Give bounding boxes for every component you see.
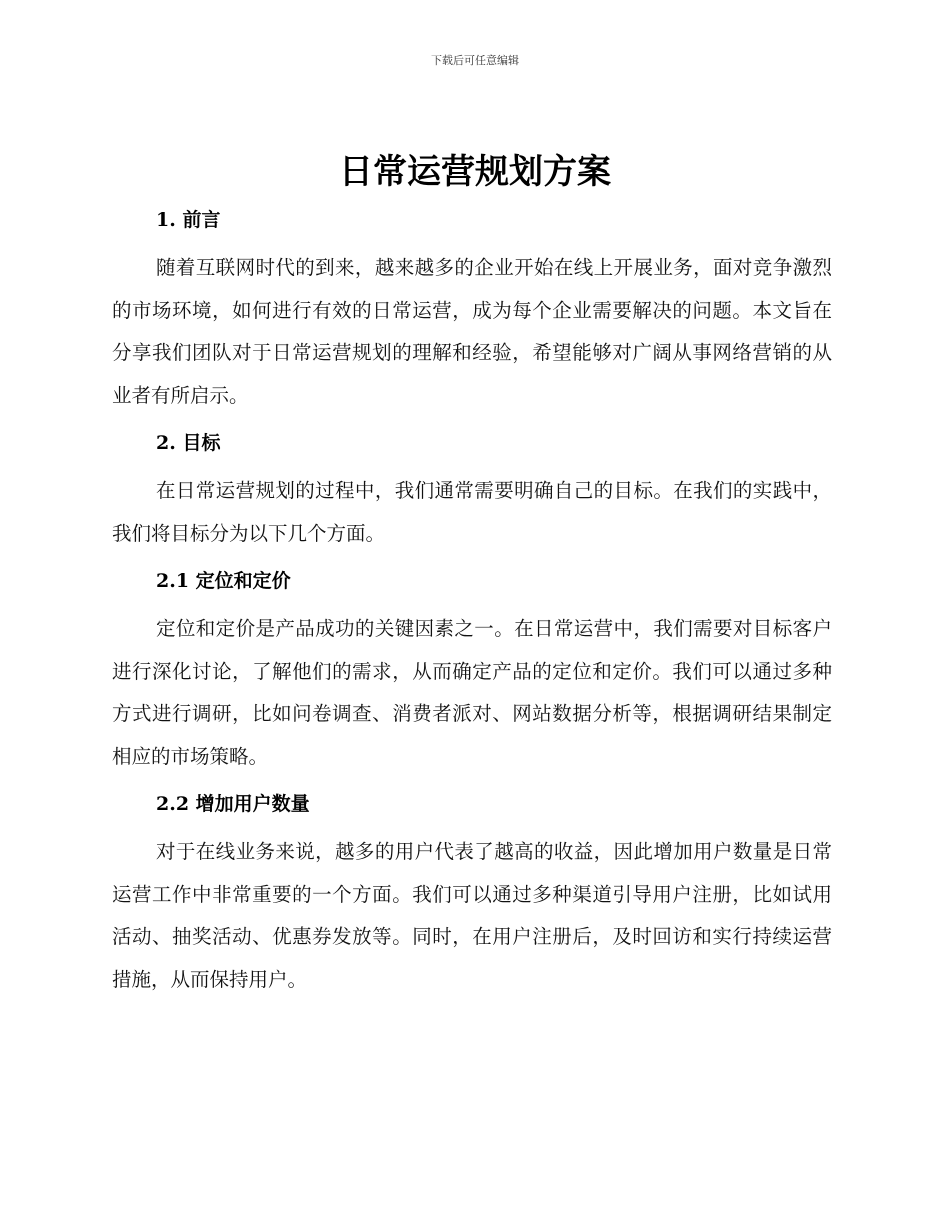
section-positioning-pricing [112,565,832,778]
section-goals [112,427,832,555]
section-paragraph: 定位和定价是产品成功的关键因素之一。在日常运营中，我们需要对目标客户进行深化讨论，了解他们的需求，从而确定产品的定位和定价。我们可以通过多种方式进行调研，比如问卷调查、消费者派对、网站数据分析等，根据调研结果制定相应的市场策略。 [112,617,832,768]
section-heading: 2.1 定位和定价 [156,570,291,592]
section-heading: 2. 目标 [156,432,221,454]
document-body [112,204,832,1001]
section-paragraph: 随着互联网时代的到来，越来越多的企业开始在线上开展业务，面对竞争激烈的市场环境，如何进行有效的日常运营，成为每个企业需要解决的问题。本文旨在分享我们团队对于日常运营规划的理解和经验，希望能够对广阔从事网络营销的从业者有所启示。 [112,256,832,407]
section-heading: 2.2 增加用户数量 [156,793,310,815]
section-heading: 1. 前言 [156,209,221,231]
section-increase-users [112,788,832,1001]
section-paragraph: 在日常运营规划的过程中，我们通常需要明确自己的目标。在我们的实践中，我们将目标分为以下几个方面。 [112,479,832,545]
section-preface [112,204,832,417]
page-header-note: 下载后可任意编辑 [431,54,519,67]
section-paragraph: 对于在线业务来说，越多的用户代表了越高的收益，因此增加用户数量是日常运营工作中非常重要的一个方面。我们可以通过多种渠道引导用户注册，比如试用活动、抽奖活动、优惠券发放等。同时，在用户注册后，及时回访和实行持续运营措施，从而保持用户。 [112,840,832,991]
document-title: 日常运营规划方案 [339,152,611,192]
